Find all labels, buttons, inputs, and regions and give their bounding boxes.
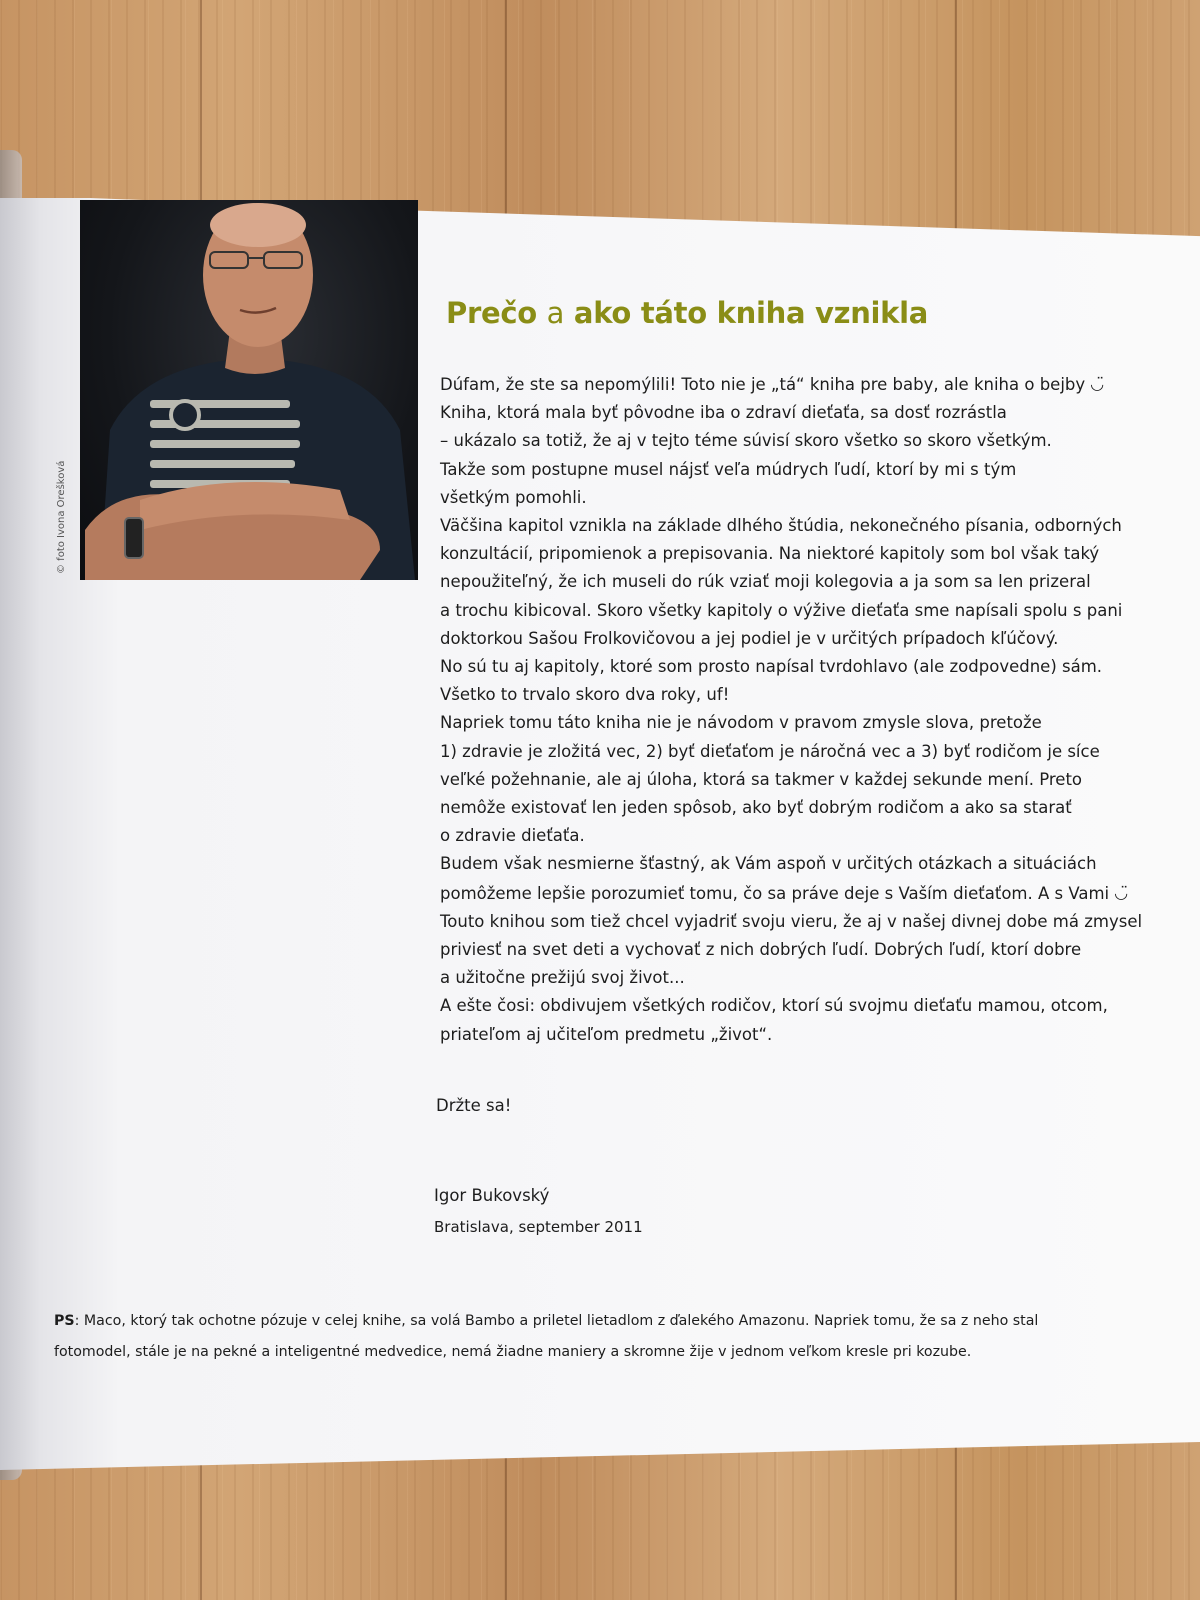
chapter-title [446, 296, 928, 330]
photo-credit: © foto Ivona Orešková [56, 460, 67, 574]
ps-label: PS [54, 1313, 75, 1329]
body-line: doktorkou Sašou Frolkovičovou a jej podiel je v určitých prípadoch kľúčový. [440, 628, 1059, 648]
body-line: Touto knihou som tiež chcel vyjadriť svoju vieru, že aj v našej divnej dobe má zmysel [440, 911, 1143, 931]
title-part-2: a [546, 296, 565, 330]
body-line: a užitočne prežijú svoj život... [440, 968, 685, 988]
body-line: No sú tu aj kapitoly, ktoré som prosto napísal tvrdohlavo (ale zodpovedne) sám. [440, 657, 1103, 677]
body-line: o zdravie dieťaťa. [440, 826, 585, 846]
body-line: všetkým pomohli. [440, 487, 587, 507]
ps-line: PS: Maco, ktorý tak ochotne pózuje v celej knihe, sa volá Bambo a priletel lietadlom z ďalekého Amazonu. Napriek tomu, že sa z neho stal [54, 1313, 1039, 1329]
body-line: konzultácií, pripomienok a prepisovania. Na niektoré kapitoly som bol však taký [440, 544, 1100, 564]
smiley-icon: ◡̈ [1114, 882, 1129, 902]
body-line: priviesť na svet deti a vychovať z nich dobrých ľudí. Dobrých ľudí, ktorí dobre [440, 940, 1082, 960]
body-line: veľké požehnanie, ale aj úloha, ktorá sa takmer v každej sekunde mení. Preto [440, 769, 1083, 789]
body-line: Napriek tomu táto kniha nie je návodom v pravom zmysle slova, pretože [440, 713, 1042, 733]
body-line: pomôžeme lepšie porozumieť tomu, čo sa práve deje s Vaším dieťaťom. A s Vami ◡̈ [440, 879, 1160, 908]
body-line: Takže som postupne musel nájsť veľa múdrych ľudí, ktorí by mi s tým [440, 459, 1017, 479]
smiley-icon: ◡̈ [1090, 374, 1105, 393]
body-line: A ešte čosi: obdivujem všetkých rodičov, ktorí sú svojmu dieťaťu mamou, otcom, [440, 996, 1108, 1016]
body-line: a trochu kibicoval. Skoro všetky kapitoly o výžive dieťaťa sme napísali spolu s pani [440, 600, 1123, 620]
closing-line: Držte sa! [436, 1096, 512, 1115]
body-line: 1) zdravie je zložitá vec, 2) byť dieťaťom je náročná vec a 3) byť rodičom je síce [440, 741, 1100, 761]
body-line: – ukázalo sa totiž, že aj v tejto téme súvisí skoro všetko so skoro všetkým. [440, 431, 1052, 451]
postscript [54, 1306, 1164, 1368]
title-part-3: ako táto kniha vznikla [573, 296, 929, 330]
body-line: Kniha, ktorá mala byť pôvodne iba o zdraví dieťaťa, sa dosť rozrástla [440, 403, 1007, 423]
body-line: nepoužiteľný, že ich museli do rúk vziať moji kolegovia a ja som sa len prizeral [440, 572, 1091, 592]
place-date: Bratislava, september 2011 [434, 1218, 643, 1236]
ps-line: fotomodel, stále je na pekné a inteligentné medvedice, nemá žiadne maniery a skromne žije v jednom veľkom kresle pri kozube. [54, 1344, 972, 1360]
body-line: Budem však nesmierne šťastný, ak Vám aspoň v určitých otázkach a situáciách [440, 854, 1097, 874]
body-line: Všetko to trvalo skoro dva roky, uf! [440, 685, 730, 705]
body-line: Dúfam, že ste sa nepomýlili! Toto nie je „tá“ kniha pre baby, ale kniha o bejby ◡̈ [440, 370, 1160, 399]
body-line: priateľom aj učiteľom predmetu „život“. [440, 1024, 773, 1044]
body-line: nemôže existovať len jeden spôsob, ako byť dobrým rodičom a ako sa starať [440, 798, 1072, 818]
author-name: Igor Bukovský [434, 1186, 550, 1205]
title-part-1: Prečo [446, 296, 537, 330]
author-photo [80, 200, 418, 580]
body-line: Väčšina kapitol vznikla na základe dlhého štúdia, nekonečného písania, odborných [440, 516, 1122, 536]
body-text [440, 370, 1160, 1049]
